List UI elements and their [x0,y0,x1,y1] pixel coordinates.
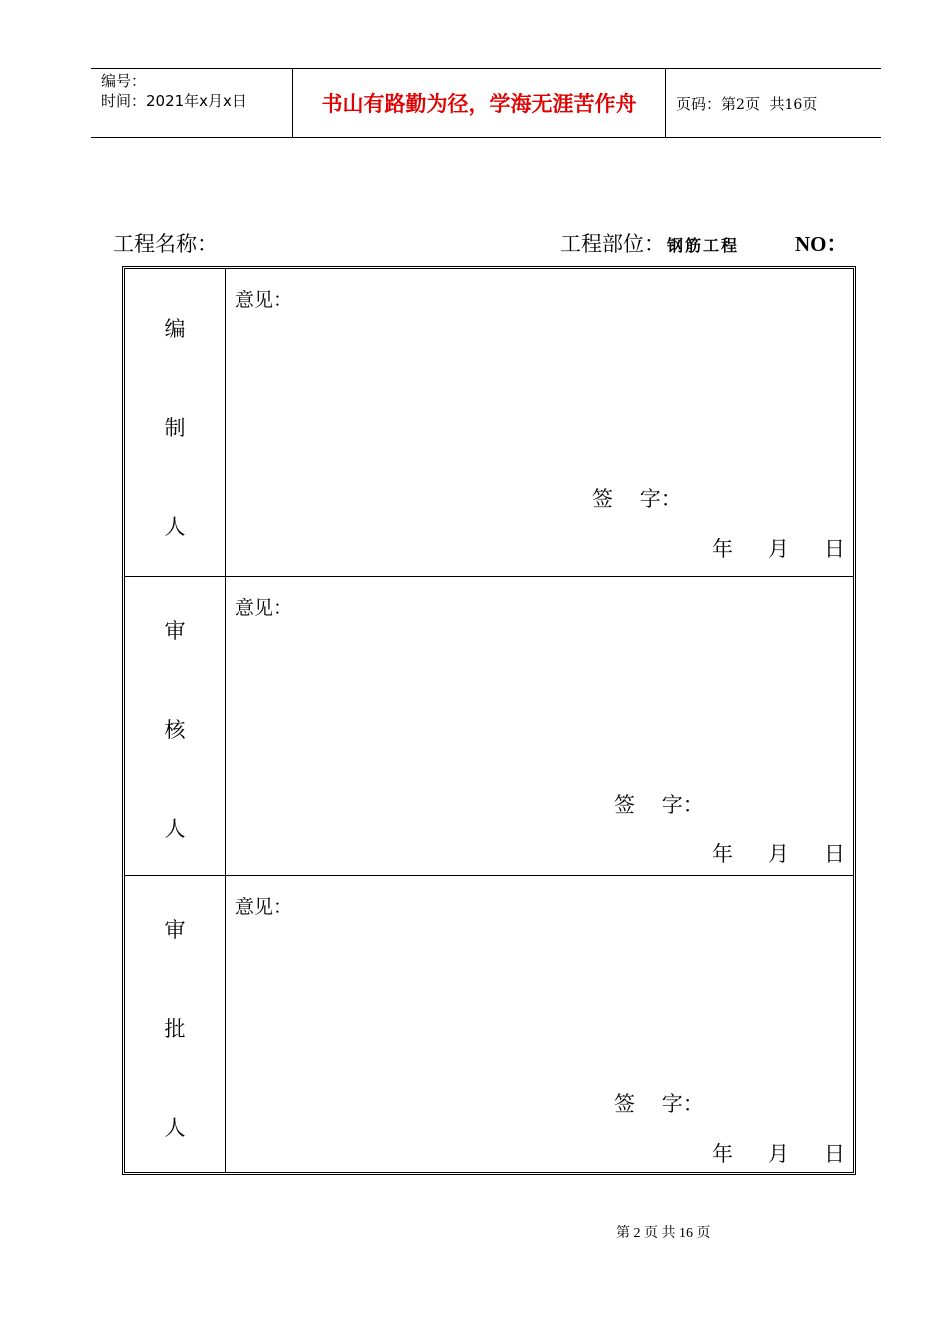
role-cell [125,269,226,576]
opinion-label: 意见： [235,597,293,619]
date-line [712,838,845,868]
role-char: 人 [164,515,186,539]
role-char: 核 [164,718,186,742]
no-label: NO： [795,232,848,256]
time-label: 时间：2021年x月x日 [101,92,247,110]
role-char: 编 [164,317,186,341]
header-divider [665,69,666,137]
page-suffix: 页 [802,95,818,113]
month-label: 月 [768,842,789,866]
signature-label: 签 字： [614,1092,704,1116]
month-label: 月 [768,537,789,561]
role-cell [125,577,226,875]
role-char: 人 [164,1116,186,1140]
role-char: 审 [164,918,186,942]
page-header [91,68,881,138]
month-label: 月 [768,1142,789,1166]
day-label: 日 [824,537,845,561]
year-label: 年 [712,842,733,866]
role-char: 制 [164,416,186,440]
project-part-label: 工程部位： [560,232,665,256]
role-cell [125,876,226,1172]
project-part [560,228,739,258]
header-motto: 书山有路勤为径，学海无涯苦作舟 [321,92,637,116]
date-line [712,533,845,563]
page-total: 16 [784,97,803,113]
page-footer: 第 2 页 共 16 页 [616,1226,711,1241]
approval-table [122,266,856,1175]
opinion-label: 意见： [235,896,293,918]
year-label: 年 [712,1142,733,1166]
header-page-info [676,93,817,114]
role-char: 审 [164,619,186,643]
signature-label: 签 字： [614,793,704,817]
signature-label: 签 字： [592,487,682,511]
day-label: 日 [824,1142,845,1166]
section-approver [125,876,853,1172]
header-meta [101,71,247,111]
role-char: 人 [164,817,186,841]
page-mid: 页 共 [744,95,785,113]
section-reviewer [125,577,853,876]
project-part-value: 钢筋工程 [667,236,740,255]
day-label: 日 [824,842,845,866]
section-compiler [125,269,853,577]
role-char: 批 [164,1017,186,1041]
project-name-label: 工程名称： [113,232,218,256]
page-prefix: 页码：第 [676,95,737,113]
year-label: 年 [712,537,733,561]
date-line [712,1138,845,1168]
page-number: 2 [736,97,745,113]
serial-label: 编号： [101,72,147,90]
opinion-label: 意见： [235,289,293,311]
